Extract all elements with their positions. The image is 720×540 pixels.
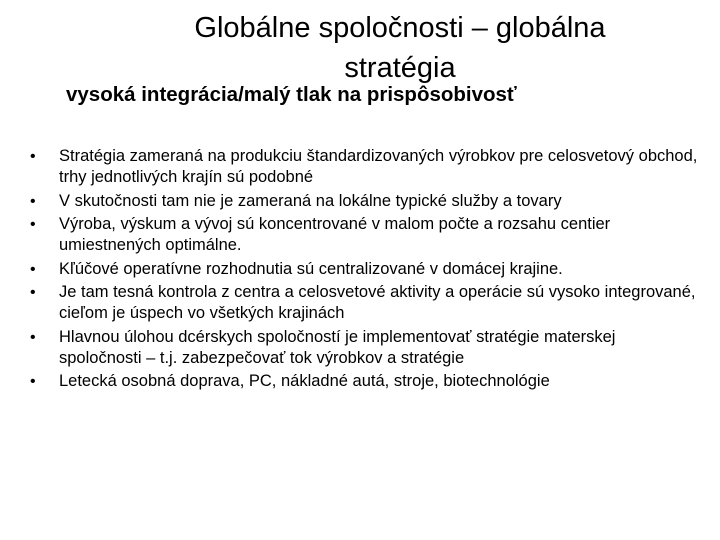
bullet-list — [30, 146, 700, 395]
bullet-icon: • — [30, 328, 36, 346]
slide-title: Globálne spoločnosti – globálna stratégia — [194, 12, 606, 84]
bullet-icon: • — [30, 260, 36, 278]
bullet-text: Je tam tesná kontrola z centra a celosvetové aktivity a operácie sú vysoko integrované, cieľom je úspech vo všetkých krajinách — [59, 283, 696, 322]
slide-subtitle: vysoká integrácia/malý tlak na prispôsobivosť — [66, 83, 517, 106]
bullet-text: Hlavnou úlohou dcérskych spoločností je implementovať stratégie materskej spoločnosti – t.j. zabezpečovať tok výrobkov a stratégie — [59, 327, 616, 367]
bullet-icon: • — [30, 192, 36, 210]
bullet-item — [30, 191, 700, 212]
bullet-item — [30, 371, 700, 392]
bullet-text: V skutočnosti tam nie je zameraná na lokálne typické služby a tovary — [59, 191, 562, 210]
bullet-text: Kľúčové operatívne rozhodnutia sú centralizované v domácej krajine. — [59, 259, 563, 278]
bullet-item — [30, 327, 700, 369]
bullet-icon: • — [30, 216, 36, 233]
bullet-item — [30, 214, 700, 256]
bullet-item — [30, 259, 700, 280]
bullet-text: Stratégia zameraná na produkciu štandardizovaných výrobkov pre celosvetový obchod, trhy jednotlivých krajín sú podobné — [59, 147, 698, 186]
bullet-icon: • — [30, 284, 36, 301]
bullet-text: Výroba, výskum a vývoj sú koncentrované v malom počte a rozsahu centier umiestnených optimálne. — [59, 215, 611, 254]
bullet-item — [30, 282, 700, 324]
bullet-item — [30, 146, 700, 188]
bullet-icon: • — [30, 148, 36, 165]
bullet-icon: • — [30, 373, 36, 390]
bullet-text: Letecká osobná doprava, PC, nákladné autá, stroje, biotechnológie — [59, 372, 550, 390]
